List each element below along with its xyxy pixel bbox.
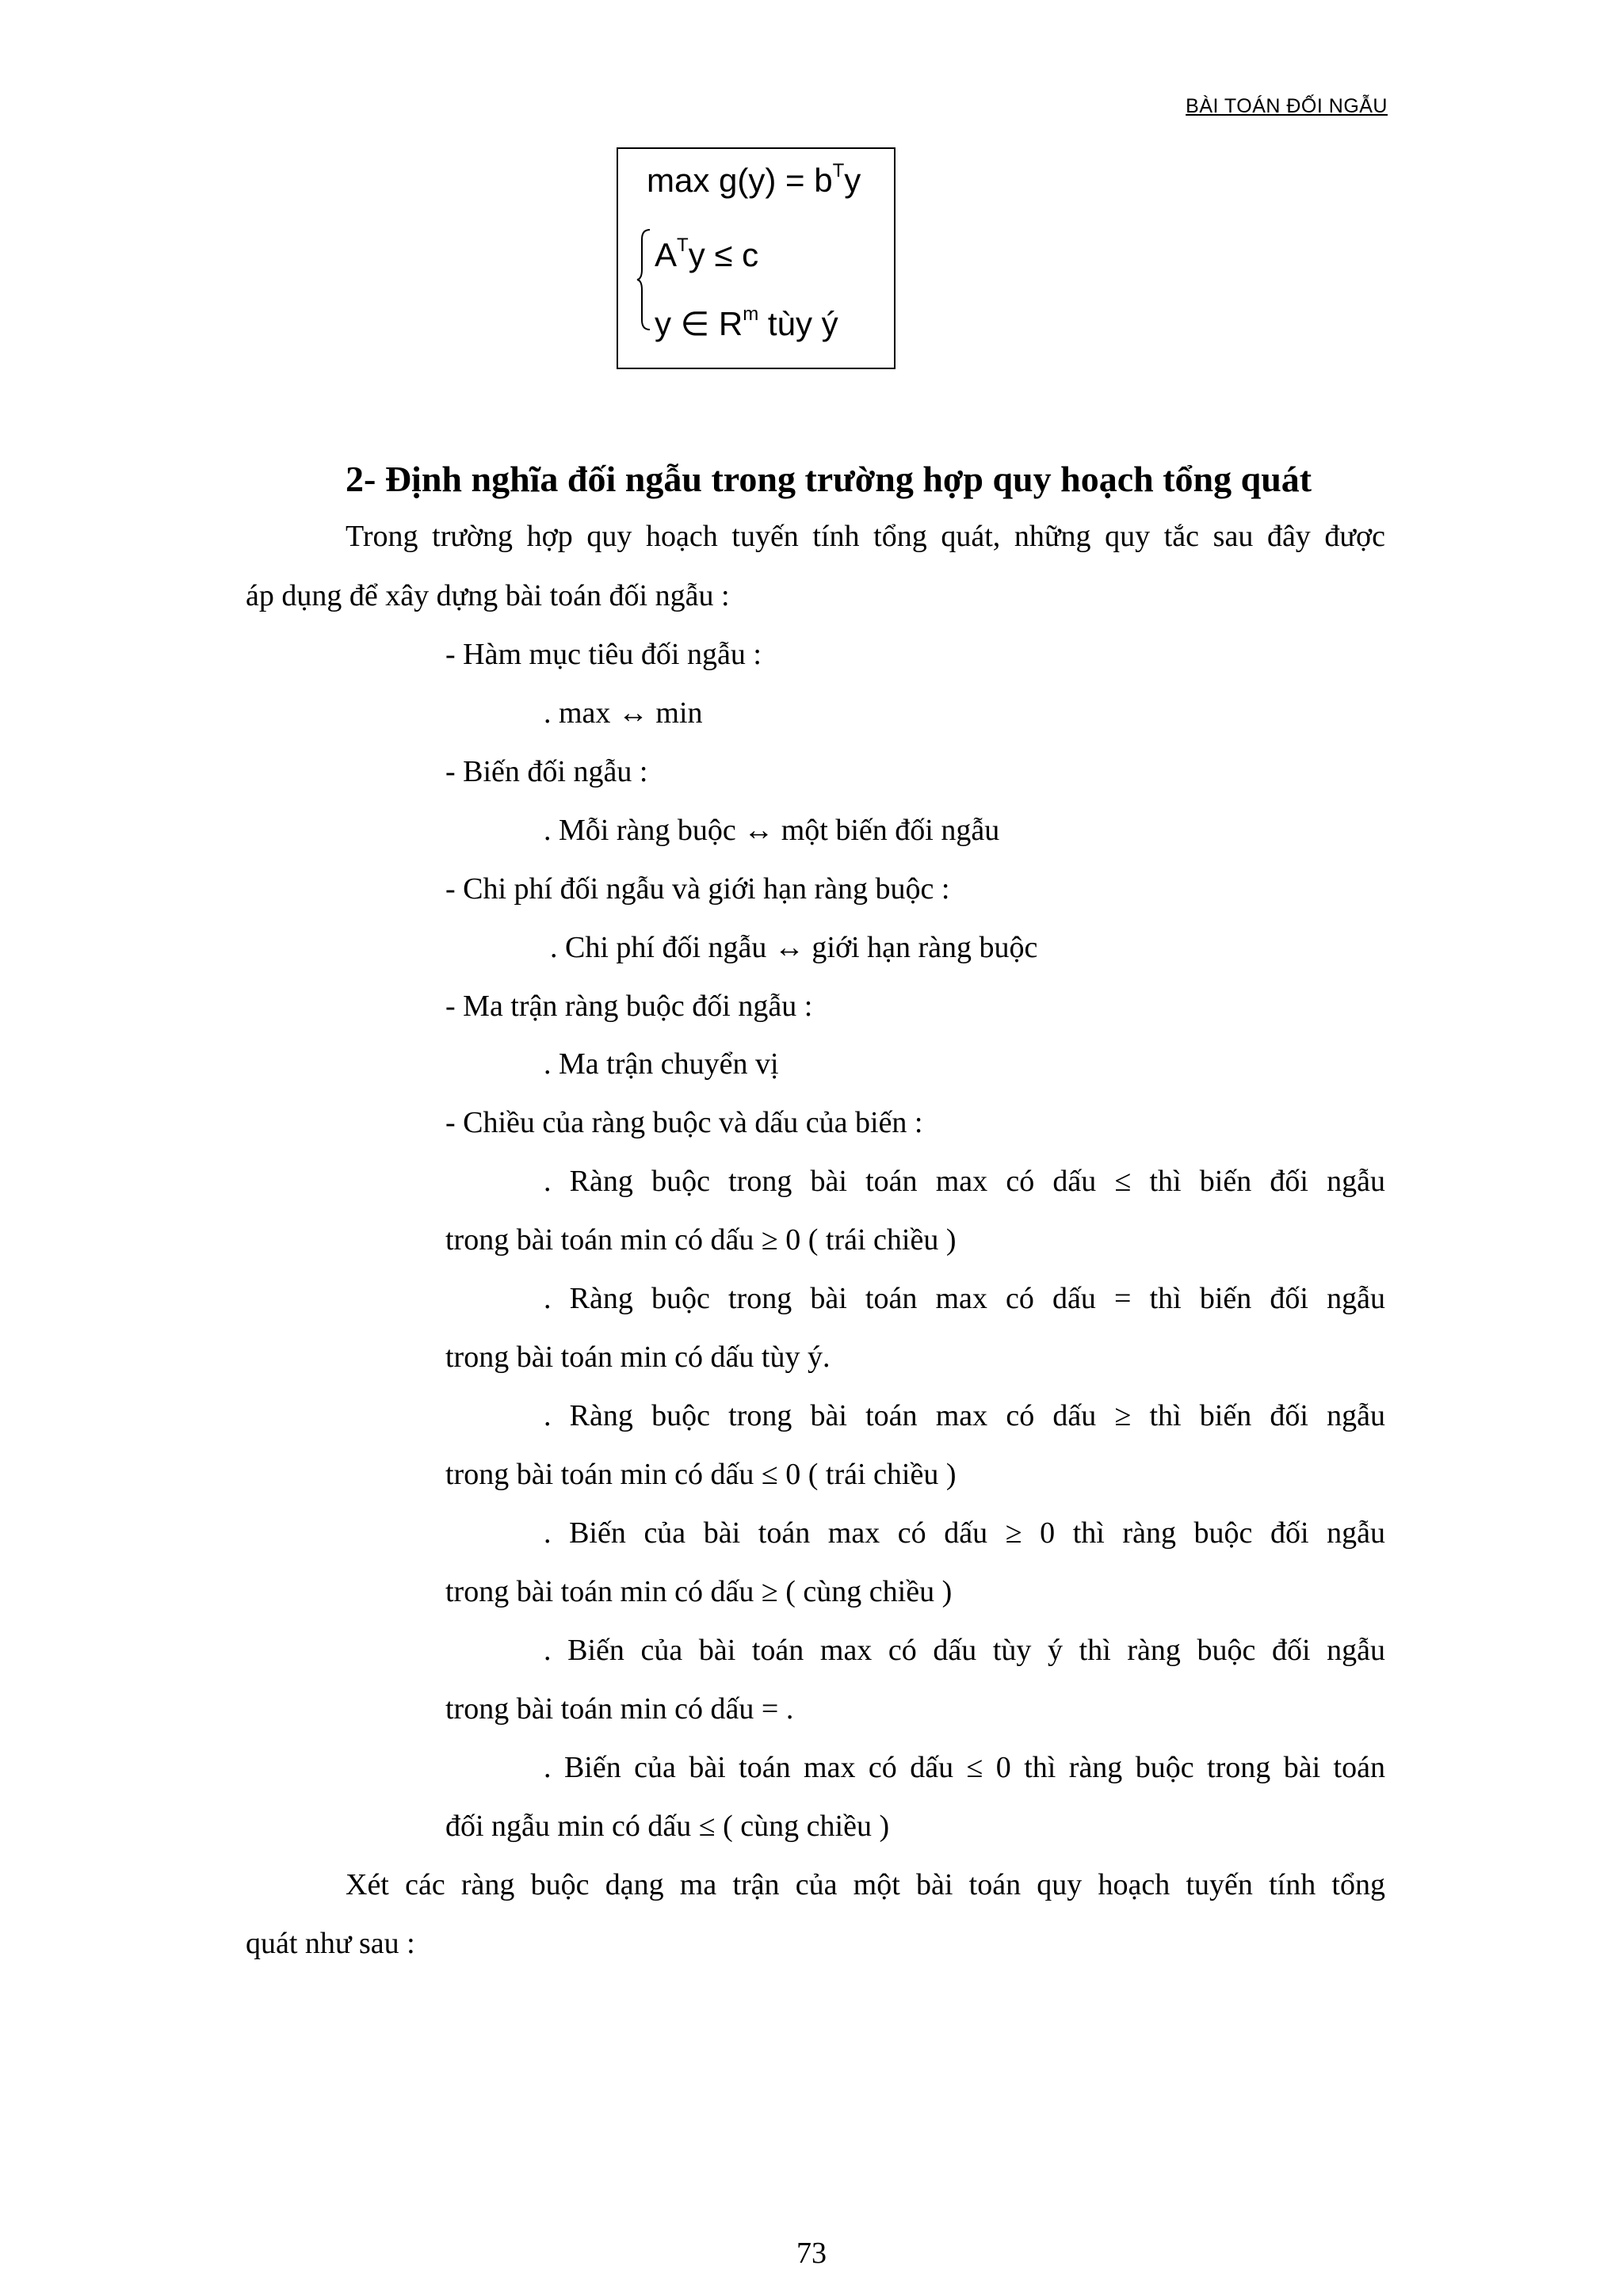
bullet-1-line-2: trong bài toán min có dấu ≥ 0 ( trái chiều ) xyxy=(445,1223,957,1257)
closing-line-2: quát như sau : xyxy=(246,1927,415,1960)
rule-1-item: . max ↔ min xyxy=(544,696,703,730)
formula-constraint-2-pre: y ∈ R xyxy=(655,305,743,342)
formula-constraint-2 xyxy=(655,304,838,343)
formula-constraint-2-superscript: m xyxy=(743,303,759,325)
rule-1-heading: - Hàm mục tiêu đối ngẫu : xyxy=(445,638,762,671)
formula-objective-superscript: T xyxy=(832,160,845,181)
dual-problem-formula-box xyxy=(617,147,896,369)
formula-constraint-1-superscript: T xyxy=(677,235,689,256)
running-header: BÀI TOÁN ĐỐI NGẪU xyxy=(1186,95,1388,117)
rule-2-heading: - Biến đối ngẫu : xyxy=(445,755,648,788)
closing-line-1: Xét các ràng buộc dạng ma trận của một bài toán quy hoạch tuyến tính tổng xyxy=(346,1868,1385,1901)
rule-3-heading: - Chi phí đối ngẫu và giới hạn ràng buộc : xyxy=(445,872,950,906)
formula-objective-tail: y xyxy=(844,162,861,199)
intro-line-2: áp dụng để xây dựng bài toán đối ngẫu : xyxy=(246,579,730,612)
rule-5-heading: - Chiều của ràng buộc và dấu của biến : xyxy=(445,1106,923,1139)
bullet-1-line-1: . Ràng buộc trong bài toán max có dấu ≤ thì biến đối ngẫu xyxy=(544,1165,1385,1198)
bullet-3-line-2: trong bài toán min có dấu ≤ 0 ( trái chiều ) xyxy=(445,1458,957,1491)
bullet-5-line-1: . Biến của bài toán max có dấu tùy ý thì ràng buộc đối ngẫu xyxy=(544,1634,1385,1667)
formula-constraint-1-post: y ≤ c xyxy=(688,236,759,273)
bullet-6-line-2: đối ngẫu min có dấu ≤ ( cùng chiều ) xyxy=(445,1810,890,1843)
page-number: 73 xyxy=(796,2237,827,2270)
rule-4-heading: - Ma trận ràng buộc đối ngẫu : xyxy=(445,990,813,1023)
rule-2-item: . Mỗi ràng buộc ↔ một biến đối ngẫu xyxy=(544,814,1000,847)
formula-constraint-2-post: tùy ý xyxy=(758,305,838,342)
bullet-3-line-1: . Ràng buộc trong bài toán max có dấu ≥ thì biến đối ngẫu xyxy=(544,1399,1385,1432)
formula-constraint-1-pre: A xyxy=(655,236,678,273)
formula-objective-text: max g(y) = b xyxy=(647,162,833,199)
bullet-4-line-2: trong bài toán min có dấu ≥ ( cùng chiều ) xyxy=(445,1575,953,1608)
formula-constraint-1 xyxy=(655,236,758,274)
formula-objective xyxy=(647,162,861,200)
bullet-2-line-1: . Ràng buộc trong bài toán max có dấu = thì biến đối ngẫu xyxy=(544,1282,1385,1315)
bullet-6-line-1: . Biến của bài toán max có dấu ≤ 0 thì ràng buộc trong bài toán xyxy=(544,1751,1385,1784)
rule-4-item: . Ma trận chuyển vị xyxy=(544,1047,779,1081)
bullet-5-line-2: trong bài toán min có dấu = . xyxy=(445,1692,794,1726)
section-title: 2- Định nghĩa đối ngẫu trong trường hợp quy hoạch tổng quát xyxy=(346,459,1312,499)
bullet-2-line-2: trong bài toán min có dấu tùy ý. xyxy=(445,1341,831,1374)
left-brace-icon xyxy=(636,228,651,331)
rule-3-item: . Chi phí đối ngẫu ↔ giới hạn ràng buộc xyxy=(550,931,1038,964)
intro-line-1: Trong trường hợp quy hoạch tuyến tính tổng quát, những quy tắc sau đây được xyxy=(346,520,1385,553)
bullet-4-line-1: . Biến của bài toán max có dấu ≥ 0 thì ràng buộc đối ngẫu xyxy=(544,1516,1385,1550)
